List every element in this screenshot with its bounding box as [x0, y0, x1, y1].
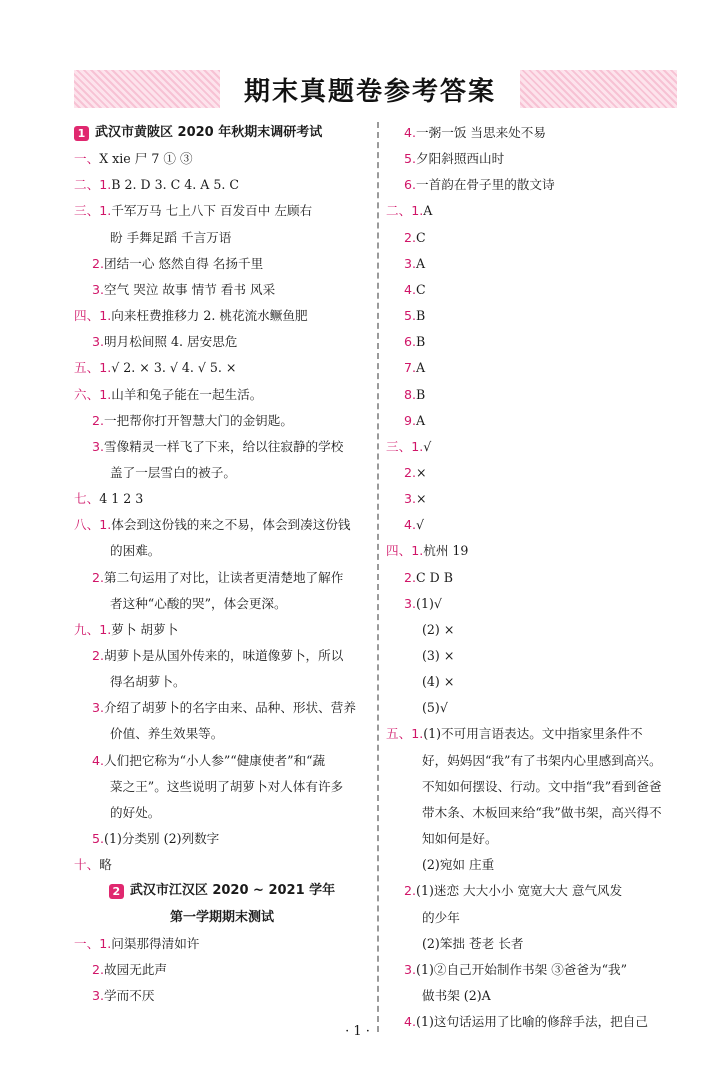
answer-text: C D B: [416, 569, 454, 585]
answer-line: [404, 146, 504, 172]
answer-text: 团结一心 悠然自得 名扬千里: [104, 255, 264, 271]
answer-text: 一首韵在骨子里的散文诗: [416, 177, 555, 193]
answer-text: √ 2. × 3. √ 4. √ 5. ×: [111, 360, 237, 376]
answer-line: [386, 721, 643, 747]
answer-line: [422, 774, 662, 800]
question-number: 九、1.: [74, 621, 112, 637]
answer-line: [74, 198, 312, 224]
answer-line: [92, 277, 275, 303]
answer-line: [110, 538, 160, 564]
question-number: 4.: [404, 1014, 417, 1030]
question-number: 四、1.: [386, 543, 424, 559]
answer-line: [422, 826, 498, 852]
answer-text: 略: [99, 857, 112, 873]
answer-line: [404, 957, 627, 983]
answer-line: [422, 748, 662, 774]
answer-line: [110, 591, 287, 617]
answer-line: [110, 460, 236, 486]
answer-text: 故园无此声: [104, 961, 167, 977]
question-number: 五、1.: [386, 726, 424, 742]
answer-line: [404, 329, 425, 355]
answer-line: [404, 486, 427, 512]
answer-text: X xie 尸 7 ① ③: [99, 151, 193, 167]
question-number: 2.: [92, 648, 105, 663]
question-number: 十、: [74, 857, 100, 873]
answer-text: 问渠那得清如许: [111, 935, 200, 951]
answer-text: 者这种“心酸的哭”，体会更深。: [110, 595, 287, 611]
question-number: 八、1.: [74, 517, 112, 533]
page-title: 期末真题卷参考答案: [243, 76, 496, 107]
answer-line: [92, 434, 343, 460]
answer-line: [404, 251, 425, 277]
answer-text: 知如何是好。: [422, 831, 498, 847]
question-number: 二、1.: [386, 203, 424, 219]
answer-text: (5)√: [422, 700, 448, 716]
question-number: 6.: [404, 177, 417, 193]
answer-line: [386, 434, 431, 460]
answer-line: [422, 983, 491, 1009]
question-number: 2.: [404, 229, 417, 245]
answer-text: 一粥一饭 当思来处不易: [416, 125, 546, 140]
answer-text: C: [416, 281, 426, 297]
section-header: [74, 905, 370, 931]
answer-text: 雪像精灵一样飞了下来，给以往寂静的学校: [104, 438, 344, 454]
answer-line: [74, 355, 237, 381]
answer-line: [110, 225, 231, 251]
answer-text: 体会到这份钱的来之不易，体会到凑这份钱: [111, 517, 351, 533]
section-header: [74, 120, 322, 146]
answer-text: 不知如何摆设、行动。文中指“我”看到爸爸: [422, 778, 662, 794]
answer-text: (4) ×: [422, 674, 455, 690]
answer-text: (1)分类别 (2)列数字: [104, 831, 220, 847]
answer-line: [92, 643, 343, 669]
question-number: 3.: [92, 438, 105, 454]
answer-text: 胡萝卜是从国外传来的，味道像萝卜，所以: [104, 648, 344, 663]
answer-line: [422, 800, 662, 826]
answer-text: 千军万马 七上八下 百发百中 左顾右: [111, 203, 313, 219]
answer-text: B: [416, 386, 426, 402]
column-divider: [377, 122, 379, 1032]
answer-line: [422, 905, 460, 931]
answer-text: (3) ×: [422, 648, 455, 663]
answer-line: [92, 251, 263, 277]
answer-text: A: [423, 203, 433, 219]
question-number: 3.: [92, 700, 105, 716]
answer-text: 盖了一层雪白的被子。: [110, 464, 236, 480]
answer-line: [422, 931, 523, 957]
answer-line: [404, 591, 442, 617]
answer-line: [74, 512, 351, 538]
question-number: 4.: [404, 125, 417, 140]
answer-line: [404, 225, 426, 251]
answer-line: [404, 120, 546, 146]
question-number: 3.: [404, 255, 417, 271]
question-number: 六、1.: [74, 386, 112, 402]
answer-line: [422, 669, 454, 695]
answer-text: B: [416, 308, 426, 324]
answer-line: [74, 931, 199, 957]
question-number: 3.: [404, 491, 417, 507]
answer-line: [92, 329, 237, 355]
answer-text: 空气 哭泣 故事 情节 看书 风采: [104, 281, 276, 297]
answer-line: [404, 460, 427, 486]
question-number: 一、1.: [74, 935, 112, 951]
answer-line: [404, 512, 424, 538]
answer-line: [92, 748, 325, 774]
question-number: 四、1.: [74, 308, 112, 324]
question-number: 3.: [92, 334, 105, 350]
section-number-badge: 2: [109, 884, 124, 899]
answer-text: (1)迷恋 大大小小 宽宽大大 意气风发: [416, 883, 623, 899]
answer-line: [404, 277, 426, 303]
question-number: 2.: [92, 255, 105, 271]
answer-text: 夕阳斜照西山时: [416, 151, 505, 167]
answer-text: 做书架 (2)A: [422, 987, 491, 1003]
question-number: 七、: [74, 491, 100, 507]
question-number: 9.: [404, 412, 417, 428]
section-header: [74, 878, 370, 904]
answer-line: [404, 355, 425, 381]
answer-text: (2) ×: [422, 621, 455, 637]
answer-text: (2)宛如 庄重: [422, 857, 495, 873]
answer-text: A: [416, 255, 426, 271]
answer-line: [92, 983, 154, 1009]
answer-line: [74, 382, 262, 408]
section-title: 第一学期期末测试: [169, 909, 274, 925]
question-number: 2.: [92, 961, 105, 977]
answer-line: [404, 565, 453, 591]
answer-line: [110, 774, 343, 800]
answer-text: 菜之王”。这些说明了胡萝卜对人体有许多: [110, 778, 344, 794]
answer-text: (2)笨拙 苍老 长者: [422, 935, 524, 951]
answer-line: [404, 303, 425, 329]
answer-text: 介绍了胡萝卜的名字由来、品种、形状、营养: [104, 700, 356, 716]
question-number: 6.: [404, 334, 417, 350]
answer-line: [404, 408, 425, 434]
answer-text: 学而不厌: [104, 987, 155, 1003]
answer-text: 明月松间照 4. 居安思危: [104, 334, 238, 350]
answer-text: A: [416, 360, 426, 376]
answer-text: √: [416, 517, 425, 533]
answer-text: 的困难。: [110, 543, 161, 559]
answer-line: [386, 198, 432, 224]
question-number: 5.: [92, 831, 105, 847]
question-number: 3.: [92, 281, 105, 297]
answer-line: [110, 721, 223, 747]
answer-text: 人们把它称为“小人参”“健康使者”和“蔬: [104, 752, 326, 768]
question-number: 5.: [404, 151, 417, 167]
answer-line: [386, 538, 468, 564]
answer-text: B: [416, 334, 426, 350]
question-number: 3.: [404, 961, 417, 977]
question-number: 3.: [404, 595, 417, 611]
answer-line: [74, 486, 143, 512]
answer-line: [74, 146, 193, 172]
answer-text: C: [416, 229, 426, 245]
question-number: 2.: [92, 569, 105, 585]
answer-line: [422, 617, 454, 643]
answer-line: [404, 878, 622, 904]
answer-line: [92, 408, 293, 434]
answer-line: [74, 617, 178, 643]
answer-text: 萝卜 胡萝卜: [111, 621, 179, 637]
question-number: 5.: [404, 308, 417, 324]
answer-text: 的好处。: [110, 804, 161, 820]
question-number: 4.: [404, 517, 417, 533]
answer-text: √: [423, 438, 432, 454]
answer-line: [110, 800, 160, 826]
question-number: 7.: [404, 360, 417, 376]
answer-line: [92, 565, 343, 591]
answer-line: [404, 172, 555, 198]
title-box: [220, 70, 520, 108]
answer-text: 第二句运用了对比，让读者更清楚地了解作: [104, 569, 344, 585]
section-title: 武汉市江汉区 2020 ~ 2021 学年: [129, 883, 336, 899]
question-number: 2.: [404, 464, 417, 480]
answer-text: (1)√: [416, 595, 442, 611]
question-number: 三、1.: [74, 203, 112, 219]
answer-text: (1)②自己开始制作书架 ③爸爸为“我”: [416, 961, 628, 977]
answer-text: ×: [416, 464, 427, 480]
question-number: 4.: [404, 281, 417, 297]
answer-line: [404, 382, 425, 408]
question-number: 3.: [92, 987, 105, 1003]
answer-line: [422, 852, 494, 878]
answer-text: ×: [416, 491, 427, 507]
question-number: 2.: [92, 412, 105, 428]
answer-text: 价值、养生效果等。: [110, 726, 224, 742]
answer-text: 盼 手舞足蹈 千言万语: [110, 229, 232, 245]
page-number: · 1 ·: [345, 1024, 370, 1039]
answer-text: 山羊和兔子能在一起生活。: [111, 386, 263, 402]
answer-text: (1)这句话运用了比喻的修辞手法，把自己: [416, 1014, 648, 1030]
answer-text: 4 1 2 3: [99, 491, 144, 507]
answer-line: [92, 957, 167, 983]
answer-line: [422, 643, 454, 669]
answer-text: A: [416, 412, 426, 428]
question-number: 三、1.: [386, 438, 424, 454]
answer-text: 的少年: [422, 909, 460, 925]
question-number: 二、1.: [74, 177, 112, 193]
answer-line: [74, 303, 308, 329]
answer-text: 杭州 19: [423, 543, 469, 559]
question-number: 五、1.: [74, 360, 112, 376]
answer-line: [74, 172, 239, 198]
answer-text: B 2. D 3. C 4. A 5. C: [111, 177, 240, 193]
answer-text: (1)不可用言语表达。文中指家里条件不: [423, 726, 643, 742]
answer-text: 带木条、木板回来给“我”做书架，高兴得不: [422, 804, 662, 820]
answer-line: [110, 669, 186, 695]
answer-line: [92, 695, 356, 721]
answer-line: [422, 695, 448, 721]
answer-text: 好，妈妈因“我”有了书架内心里感到高兴。: [422, 752, 662, 768]
question-number: 8.: [404, 386, 417, 402]
question-number: 2.: [404, 569, 417, 585]
answer-text: 向来枉费推移力 2. 桃花流水鳜鱼肥: [111, 308, 308, 324]
question-number: 一、: [74, 151, 100, 167]
section-number-badge: 1: [74, 126, 89, 141]
question-number: 4.: [92, 752, 105, 768]
answer-text: 一把帮你打开智慧大门的金钥匙。: [104, 412, 293, 428]
answer-line: [92, 826, 219, 852]
section-title: 武汉市黄陂区 2020 年秋期末调研考试: [95, 125, 323, 140]
answer-line: [74, 852, 112, 878]
answer-text: 得名胡萝卜。: [110, 674, 186, 690]
question-number: 2.: [404, 883, 417, 899]
